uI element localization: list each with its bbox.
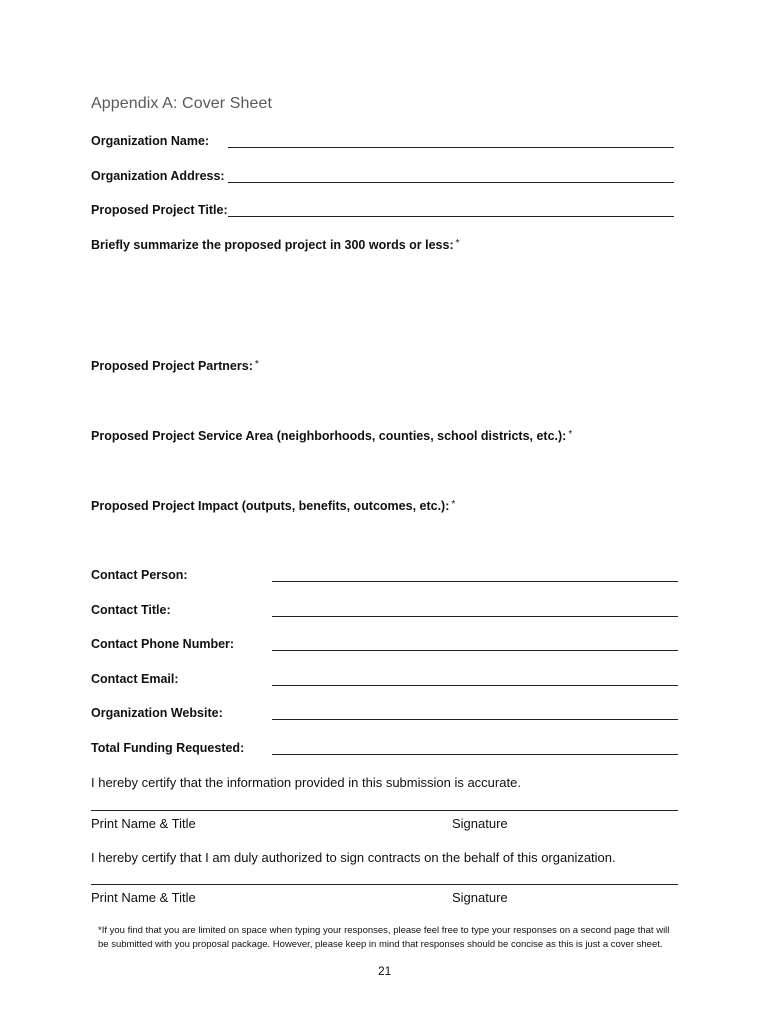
org-address-field[interactable]: [228, 182, 674, 183]
summary-answer-area[interactable]: [91, 258, 678, 348]
contact-email-field[interactable]: [272, 685, 678, 686]
contact-email-label: Contact Email:: [91, 672, 179, 686]
contact-phone-field[interactable]: [272, 650, 678, 651]
footnote-marker: *: [568, 429, 573, 440]
signature-line-1[interactable]: [91, 810, 678, 811]
print-name-label-1: Print Name & Title: [91, 816, 196, 831]
service-area-question: [91, 429, 572, 443]
contact-phone-label: Contact Phone Number:: [91, 637, 235, 651]
certify-authority-text: I hereby certify that I am duly authorized to sign contracts on the behalf of this organization.: [91, 850, 616, 865]
contact-title-label: Contact Title:: [91, 603, 171, 617]
funding-requested-field[interactable]: [272, 754, 678, 755]
footnote-marker: *: [451, 499, 456, 510]
service-area-question-text: Proposed Project Service Area (neighborhoods, counties, school districts, etc.):: [91, 429, 567, 443]
service-area-answer-area[interactable]: [91, 448, 678, 492]
org-name-field[interactable]: [228, 147, 674, 148]
contact-person-field[interactable]: [272, 581, 678, 582]
project-title-label: Proposed Project Title:: [91, 203, 228, 217]
partners-question-text: Proposed Project Partners:: [91, 359, 253, 373]
partners-question: [91, 359, 259, 373]
certify-accuracy-text: I hereby certify that the information provided in this submission is accurate.: [91, 775, 521, 790]
print-name-label-2: Print Name & Title: [91, 890, 196, 905]
footnote-marker: *: [254, 359, 259, 370]
funding-requested-label: Total Funding Requested:: [91, 741, 245, 755]
org-address-label: Organization Address:: [91, 169, 225, 183]
signature-line-2[interactable]: [91, 884, 678, 885]
footnote-marker: *: [455, 238, 460, 249]
project-title-field[interactable]: [228, 216, 674, 217]
org-name-label: Organization Name:: [91, 134, 210, 148]
footnote: *If you find that you are limited on space when typing your responses, please feel free to type your responses on a second page that will be submitted with you proposal package. However, please keep in mind that responses should be concise as this is just a cover sheet.: [98, 925, 670, 950]
contact-title-field[interactable]: [272, 616, 678, 617]
impact-answer-area[interactable]: [91, 518, 678, 562]
page-number: 21: [378, 964, 392, 978]
org-website-field[interactable]: [272, 719, 678, 720]
summary-question-text: Briefly summarize the proposed project in 300 words or less:: [91, 238, 454, 252]
impact-question-text: Proposed Project Impact (outputs, benefits, outcomes, etc.):: [91, 499, 450, 513]
summary-question: [91, 238, 460, 252]
signature-label-1: Signature: [452, 816, 508, 831]
impact-question: [91, 499, 455, 513]
signature-label-2: Signature: [452, 890, 508, 905]
org-website-label: Organization Website:: [91, 706, 223, 720]
partners-answer-area[interactable]: [91, 378, 678, 422]
contact-person-label: Contact Person:: [91, 568, 188, 582]
page-title: Appendix A: Cover Sheet: [91, 95, 273, 112]
